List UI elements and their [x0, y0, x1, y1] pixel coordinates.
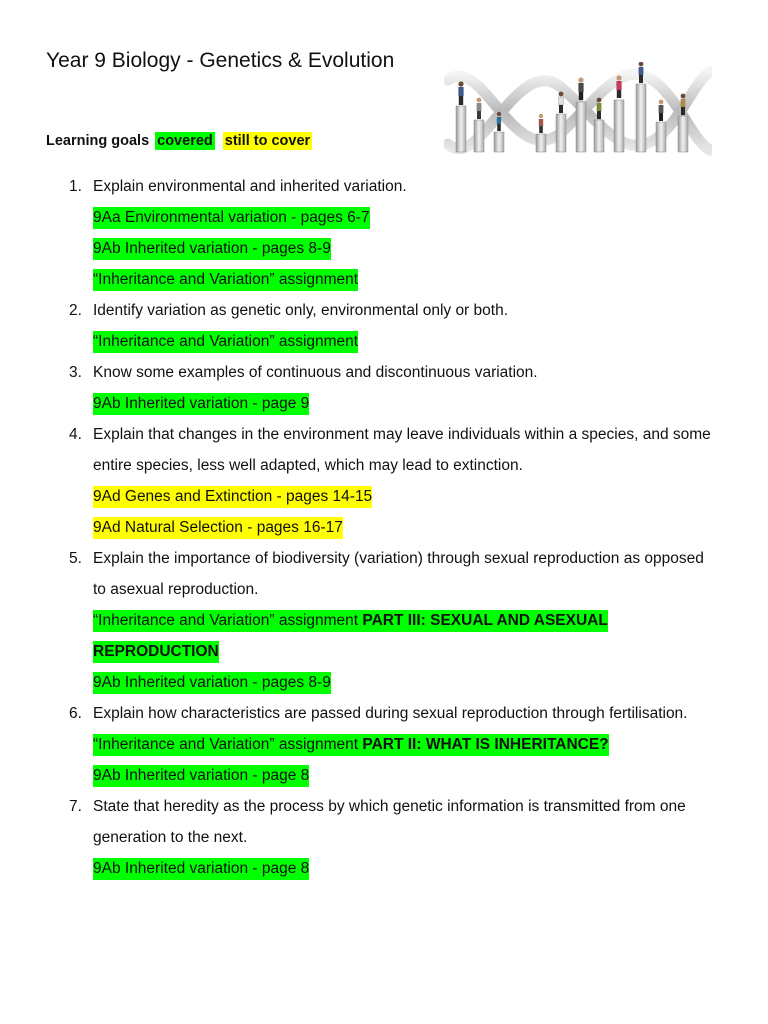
resource-line [93, 605, 720, 667]
resource-covered [93, 269, 358, 291]
resource-line [93, 388, 720, 419]
goal-text: Know some examples of continuous and discontinuous variation. [93, 364, 538, 381]
goal-text: State that heredity as the process by which genetic information is transmitted from one generation to the next. [93, 798, 686, 846]
resource-text: 9Ad Genes and Extinction - pages 14-15 [93, 488, 373, 505]
resource-covered [93, 393, 309, 415]
resource-covered [93, 734, 609, 756]
resource-still-to-cover [93, 486, 372, 508]
resource-covered [93, 610, 608, 663]
goal-number: 1. [69, 178, 82, 195]
resource-still-to-cover [93, 517, 343, 539]
resource-line [93, 512, 720, 543]
page-title: Year 9 Biology - Genetics & Evolution [46, 49, 395, 72]
learning-goal [60, 357, 720, 419]
resource-line [93, 264, 720, 295]
goal-number: 3. [69, 364, 82, 381]
resource-text: 9Ab Inherited variation - page 8 [93, 860, 310, 877]
resource-text: 9Ab Inherited variation - pages 8-9 [93, 240, 331, 257]
resource-covered [93, 331, 358, 353]
learning-goal [60, 419, 720, 543]
legend-covered: covered [157, 133, 213, 149]
resource-covered [93, 672, 331, 694]
resource-covered [93, 858, 309, 880]
goal-number: 6. [69, 705, 82, 722]
resource-text: “Inheritance and Variation” assignment [93, 612, 363, 629]
resource-line [93, 853, 720, 884]
resource-line [93, 481, 720, 512]
resource-covered [93, 238, 331, 260]
resource-text: 9Aa Environmental variation - pages 6-7 [93, 209, 370, 226]
learning-goal [60, 791, 720, 884]
goal-text: Explain the importance of biodiversity (variation) through sexual reproduction as opposed to asexual reproduction. [93, 550, 704, 598]
goal-number: 4. [69, 426, 82, 443]
resource-line [93, 202, 720, 233]
goal-number: 7. [69, 798, 82, 815]
resource-text: 9Ab Inherited variation - page 9 [93, 395, 310, 412]
resource-text: 9Ab Inherited variation - pages 8-9 [93, 674, 331, 691]
resource-section-title: PART II: WHAT IS INHERITANCE? [362, 736, 609, 753]
goal-text: Explain how characteristics are passed during sexual reproduction through fertilisation. [93, 705, 688, 722]
dna-helix-illustration [444, 62, 712, 158]
learning-goals-list [60, 171, 720, 884]
resource-line [93, 760, 720, 791]
goal-text: Identify variation as genetic only, environmental only or both. [93, 302, 509, 319]
learning-goal [60, 543, 720, 698]
resource-section-title: PART III: SEXUAL AND ASEXUAL REPRODUCTION [93, 612, 608, 660]
resource-line [93, 233, 720, 264]
resource-line [93, 326, 720, 357]
goal-text: Explain that changes in the environment may leave individuals within a species, and some entire species, less well adapted, which may lead to extinction. [93, 426, 711, 474]
goal-number: 2. [69, 302, 82, 319]
goal-text: Explain environmental and inherited variation. [93, 178, 407, 195]
resource-text: “Inheritance and Variation” assignment [93, 333, 359, 350]
resource-covered [93, 765, 309, 787]
legend-label: Learning goals [46, 133, 150, 149]
resource-text: “Inheritance and Variation” assignment [93, 736, 363, 753]
legend [46, 133, 312, 149]
resource-text: 9Ab Inherited variation - page 8 [93, 767, 310, 784]
learning-goal [60, 698, 720, 791]
learning-goal [60, 295, 720, 357]
resource-covered [93, 207, 370, 229]
goal-number: 5. [69, 550, 82, 567]
resource-text: “Inheritance and Variation” assignment [93, 271, 359, 288]
resource-line [93, 729, 720, 760]
resource-line [93, 667, 720, 698]
legend-still-to-cover: still to cover [224, 133, 311, 149]
learning-goal [60, 171, 720, 295]
resource-text: 9Ad Natural Selection - pages 16-17 [93, 519, 343, 536]
